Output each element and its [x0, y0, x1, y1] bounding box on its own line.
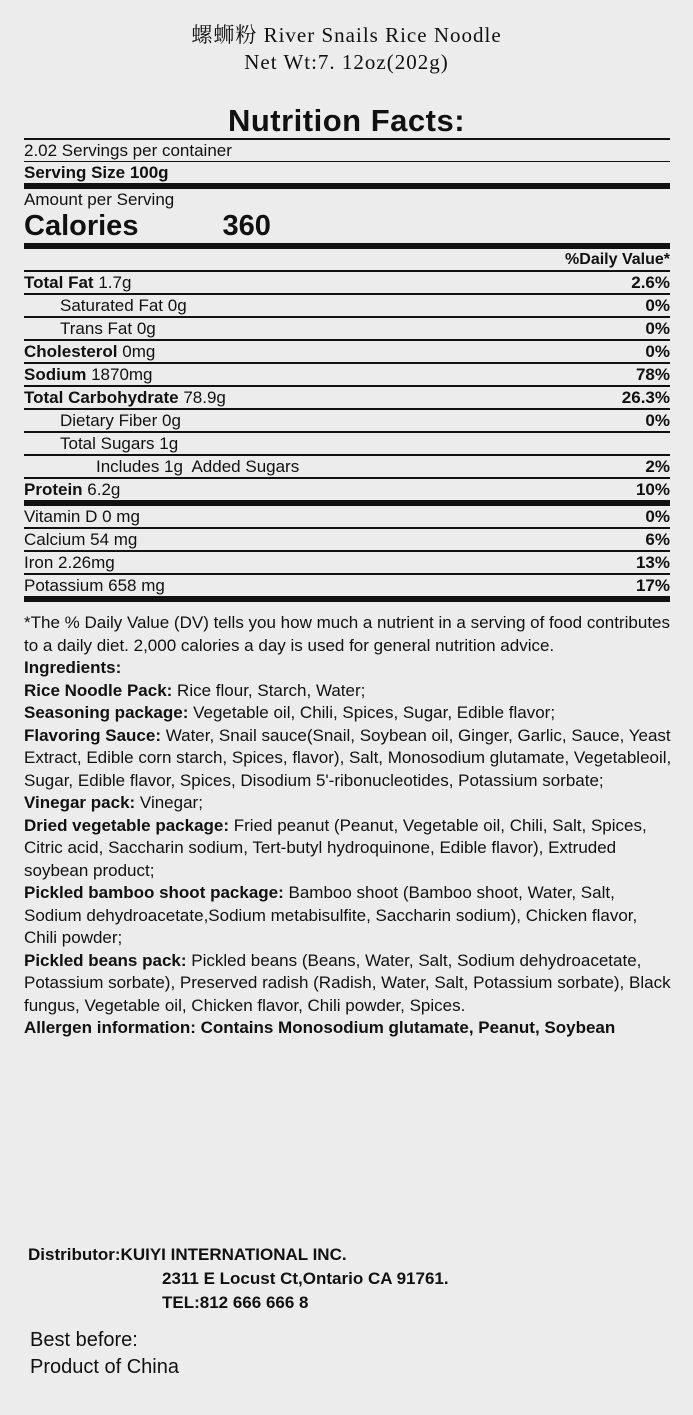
- nutrient-amount: 0 mg: [102, 507, 140, 526]
- nutrient-label: Sodium: [24, 365, 87, 384]
- nutrient-label: Total Sugars: [60, 434, 155, 453]
- nutrient-row-total-carbohydrate: [24, 387, 670, 408]
- nutrient-amount: Added Sugars: [191, 457, 300, 476]
- ingredient-dried-vegetable-package: Dried vegetable package: Fried peanut (Peanut, Vegetable oil, Chili, Salt, Spices, Citric acid, Saccharin sodium, Tert-butyl hydroquinone, Edible flavor), Extruded soybean product;: [24, 815, 647, 880]
- nutrient-row-iron: [24, 552, 670, 573]
- nutrition-facts-panel: [24, 138, 670, 602]
- nutrient-row-vitamin-d: [24, 506, 670, 527]
- ingredient-pickled-bamboo-shoot-package: Pickled bamboo shoot package: Bamboo shoot (Bamboo shoot, Water, Salt, Sodium dehydroacetate,Sodium metabisulfite, Saccharin sodium), Chicken flavor, Chili powder;: [24, 883, 638, 947]
- nutrient-label: Includes 1g: [96, 457, 183, 476]
- nutrient-amount: 1g: [159, 434, 179, 453]
- nutrient-amount: 6.2g: [87, 480, 121, 499]
- nutrient-row-saturated-fat: [24, 295, 670, 316]
- nutrient-amount: 54 mg: [90, 530, 138, 549]
- nutrient-amount: 78.9g: [183, 388, 226, 407]
- nutrient-label: Potassium: [24, 576, 104, 595]
- nutrient-label: Calcium: [24, 530, 86, 549]
- label-footer: [30, 1327, 179, 1381]
- servings-per-container: 2.02 Servings per container: [24, 141, 232, 160]
- nutrient-dv: 78%: [635, 365, 670, 384]
- calories-value: 360: [222, 210, 271, 242]
- distributor-phone: TEL:812 666 666 8: [162, 1293, 309, 1312]
- nutrient-amount: 0mg: [122, 342, 156, 361]
- nutrition-facts-title: Nutrition Facts:: [227, 103, 466, 138]
- calories-row: [24, 210, 670, 243]
- ingredient-seasoning-package: Seasoning package: Vegetable oil, Chili, Spices, Sugar, Edible flavor;: [24, 703, 556, 722]
- nutrient-dv: 6%: [645, 530, 670, 549]
- nutrient-label: Trans Fat: [60, 319, 133, 338]
- divider-thick: [24, 596, 670, 602]
- product-name-line: [0, 22, 693, 48]
- nutrient-label: Total Fat: [24, 273, 94, 292]
- distributor-block: [28, 1243, 449, 1315]
- nutrient-label: Protein: [24, 480, 83, 499]
- nutrient-row-cholesterol: [24, 341, 670, 362]
- ingredient-flavoring-sauce: Flavoring Sauce: Water, Snail sauce(Snail, Soybean oil, Ginger, Garlic, Sauce, Yeast Extract, Edible corn starch, Spices, flavor), Salt, Monosodium glutamate, Vegetableoil, Sugar, Edible flavor, Spices, Disodium 5'-ribonucleotides, Potassium sorbate;: [24, 725, 672, 790]
- nutrient-row-protein: [24, 479, 670, 500]
- ingredient-vinegar-pack: Vinegar pack: Vinegar;: [24, 793, 203, 812]
- nutrient-amount: 658 mg: [108, 576, 165, 595]
- nutrient-label: Iron: [24, 553, 54, 572]
- nutrient-row-calcium: [24, 529, 670, 550]
- nutrient-dv: 0%: [645, 507, 670, 526]
- ingredient-pickled-beans-pack: Pickled beans pack: Pickled beans (Beans, Water, Salt, Sodium dehydroacetate, Potassium sorbate), Preserved radish (Radish, Water, Salt, Potassium sorbate), Black fungus, Vegetable oil, Chicken flavor, Chili powder, Spices.: [24, 950, 671, 1015]
- daily-value-header: %Daily Value*: [565, 251, 670, 268]
- nutrient-amount: 1870mg: [91, 365, 153, 384]
- nutrient-amount: 0g: [136, 319, 156, 338]
- ingredients-heading: Ingredients:: [24, 658, 122, 677]
- nutrient-dv: 10%: [635, 480, 670, 499]
- product-name-chinese: 螺蛳粉: [191, 23, 258, 47]
- nutrient-dv: 17%: [635, 576, 670, 595]
- nutrient-dv: 2.6%: [631, 273, 670, 292]
- amount-per-serving: Amount per Serving: [24, 190, 175, 209]
- product-name-english: River Snails Rice Noodle: [263, 23, 502, 47]
- allergen-information: Allergen information: Contains Monosodium glutamate, Peanut, Soybean: [24, 1018, 616, 1037]
- nutrient-row-sodium: [24, 364, 670, 385]
- nutrient-row-dietary-fiber: [24, 410, 670, 431]
- nutrient-label: Cholesterol: [24, 342, 118, 361]
- calories-label: Calories: [24, 210, 139, 242]
- nutrient-label: Vitamin D: [24, 507, 98, 526]
- best-before: Best before:: [30, 1329, 138, 1351]
- nutrient-label: Total Carbohydrate: [24, 388, 179, 407]
- daily-value-footnote: *The % Daily Value (DV) tells you how much a nutrient in a serving of food contributes to a daily diet. 2,000 calories a day is used for general nutrition advice.: [24, 613, 670, 655]
- nutrient-row-total-sugars: [24, 433, 670, 454]
- label-notes: [24, 612, 672, 1040]
- country-of-origin: Product of China: [30, 1356, 179, 1378]
- net-weight: Net Wt:7. 12oz(202g): [244, 50, 449, 74]
- distributor-address: 2311 E Locust Ct,Ontario CA 91761.: [162, 1269, 449, 1288]
- nutrient-row-added-sugars: [24, 456, 670, 477]
- nutrient-dv: 0%: [645, 342, 670, 361]
- nutrient-dv: 0%: [645, 296, 670, 315]
- nutrient-label: Saturated Fat: [60, 296, 164, 315]
- nutrient-dv: 2%: [645, 457, 670, 476]
- serving-size: Serving Size 100g: [24, 163, 169, 182]
- nutrient-dv: 26.3%: [621, 388, 670, 407]
- distributor-name: Distributor:KUIYI INTERNATIONAL INC.: [28, 1245, 347, 1264]
- nutrient-amount: 1.7g: [98, 273, 132, 292]
- nutrient-amount: 2.26mg: [58, 553, 115, 572]
- nutrient-dv: 0%: [645, 319, 670, 338]
- ingredient-rice-noodle-pack: Rice Noodle Pack: Rice flour, Starch, Water;: [24, 680, 366, 700]
- nutrient-dv: 13%: [635, 553, 670, 572]
- nutrient-dv: 0%: [645, 411, 670, 430]
- nutrient-amount: 0g: [167, 296, 187, 315]
- nutrient-label: Dietary Fiber: [60, 411, 158, 430]
- nutrient-row-total-fat: [24, 272, 670, 293]
- nutrient-row-trans-fat: [24, 318, 670, 339]
- nutrient-row-potassium: [24, 575, 670, 596]
- nutrient-amount: 0g: [162, 411, 181, 430]
